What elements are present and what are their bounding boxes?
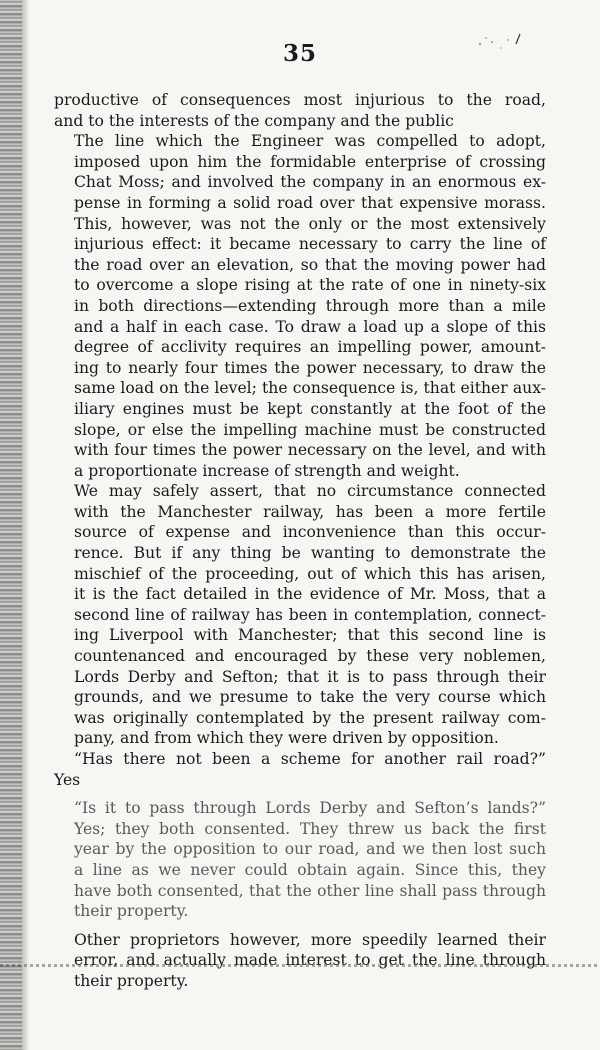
text-line: mischief of the proceeding, out of which this has arisen, <box>74 564 546 583</box>
text-line: their property. <box>74 971 189 990</box>
text-line: and a half in each case. To draw a load up a slope of this <box>74 317 546 336</box>
text-line: was originally contemplated by the present railway com- <box>74 708 546 727</box>
text-line: pany, and from which they were driven by opposition. <box>74 729 499 748</box>
text-line: same load on the level; the consequence is, that either aux- <box>74 379 546 398</box>
paragraph <box>54 930 546 992</box>
paragraph <box>54 90 546 131</box>
book-binding-edge <box>0 0 22 1050</box>
text-line: second line of railway has been in contemplation, connect- <box>74 605 546 624</box>
text-line: Yes; they both consented. They threw us back the first <box>74 819 546 838</box>
text-line: “Has there not been a scheme for another rail road?” <box>74 750 546 768</box>
text-line: countenanced and encouraged by these very noblemen, <box>74 647 546 666</box>
text-line: ing to nearly four times the power necessary, to draw the <box>74 358 546 377</box>
text-line: We may safely assert, that no circumstance connected <box>74 482 546 501</box>
text-line: Chat Moss; and involved the company in an enormous ex- <box>74 173 546 192</box>
text-line: pense in forming a solid road over that expensive morass. <box>74 193 546 212</box>
text-line: have both consented, that the other line shall pass through <box>74 881 546 900</box>
text-line: year by the opposition to our road, and we then lost such <box>74 840 546 859</box>
page-bottom-edge <box>0 964 600 967</box>
text-line: Lords Derby and Sefton; that it is to pass through their <box>74 667 546 686</box>
text-line: rence. But if any thing be wanting to demonstrate the <box>74 544 546 563</box>
text-line: it is the fact detailed in the evidence of Mr. Moss, that a <box>74 585 546 604</box>
text-line: imposed upon him the formidable enterprise of crossing <box>74 152 546 171</box>
text-line: Other proprietors however, more speedily learned their <box>74 930 546 949</box>
text-line: injurious effect: it became necessary to carry the line of <box>74 235 546 254</box>
text-line: This, however, was not the only or the most extensively <box>74 214 546 233</box>
text-line: “Is it to pass through Lords Derby and Sefton’s lands?” <box>74 799 546 818</box>
paragraph <box>54 481 546 749</box>
text-line: a line as we never could obtain again. Since this, they <box>74 860 546 879</box>
text-line: The line which the Engineer was compelled to adopt, <box>74 132 546 151</box>
text-line: with four times the power necessary on the level, and with <box>74 441 546 460</box>
text-line: their property. <box>74 902 189 921</box>
text-line: ing Liverpool with Manchester; that this second line is <box>74 626 546 645</box>
text-line: with the Manchester railway, has been a more fertile <box>74 502 546 521</box>
text-line: iliary engines must be kept constantly at the foot of the <box>74 399 546 418</box>
text-line: degree of acclivity requires an impelling power, amount- <box>74 338 546 357</box>
paragraph <box>54 131 546 481</box>
text-line: a proportionate increase of strength and weight. <box>74 461 460 480</box>
text-line: source of expense and inconvenience than this occur- <box>74 523 546 542</box>
text-line: slope, or else the impelling machine must be constructed <box>74 420 546 439</box>
page-number: 35 <box>282 40 317 67</box>
text-line: and to the interests of the company and the public <box>54 111 454 130</box>
text-line: in both directions—extending through more than a mile <box>74 296 546 315</box>
text-line: the road over an elevation, so that the moving power had <box>74 255 546 274</box>
paragraph <box>54 749 546 770</box>
body-text <box>54 90 546 992</box>
text-line: productive of consequences most injurious to the road, <box>54 91 546 109</box>
text-line: to overcome a slope rising at the rate of one in ninety-six <box>74 276 546 295</box>
paragraph <box>54 770 546 791</box>
text-line: Yes <box>54 770 81 789</box>
text-line: grounds, and we presume to take the very course which <box>74 688 546 707</box>
paragraph <box>54 798 546 922</box>
text-line: error, and actually made interest to get the line through <box>74 951 546 970</box>
